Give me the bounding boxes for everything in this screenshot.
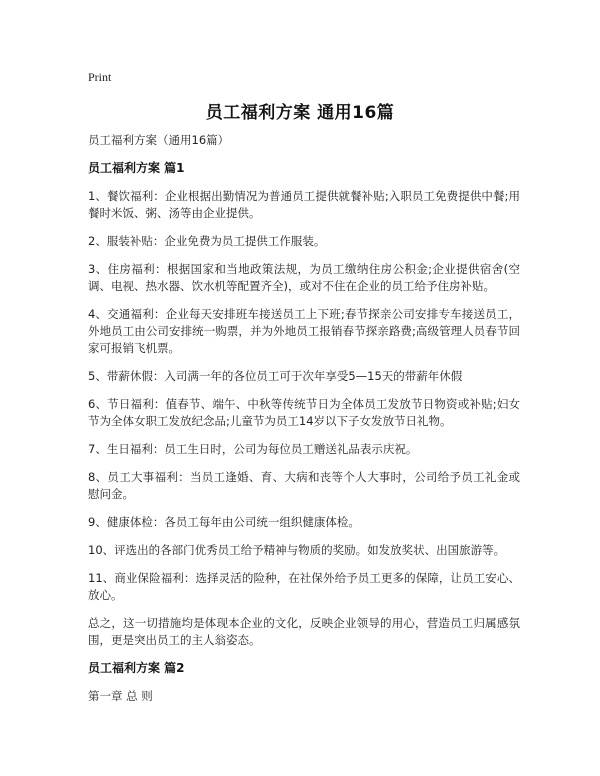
section-heading-2: 员工福利方案 篇2	[88, 661, 185, 675]
chapter-heading: 第一章 总 则	[88, 689, 153, 703]
paragraph-6: 6、节日福利：值春节、端午、中秋等传统节日为全体员工发放节日物资或补贴;妇女节为全体女职工发放纪念品;儿童节为员工14岁以下子女发放节日礼物。	[88, 397, 520, 428]
paragraph-3: 3、住房福利：根据国家和当地政策法规，为员工缴纳住房公积金;企业提供宿舍(空调、电视、热水器、饮水机等配置齐全)，或对不住在企业的员工给予住房补贴。	[88, 262, 520, 293]
paragraph-5: 5、带薪休假：入司满一年的各位员工可于次年享受5—15天的带薪年休假	[88, 369, 463, 383]
section-heading-1: 员工福利方案 篇1	[88, 161, 185, 175]
paragraph-8: 8、员工大事福利：当员工逢婚、育、大病和丧等个人大事时，公司给予员工礼金或慰问金。	[88, 470, 520, 501]
paragraph-7: 7、生日福利：员工生日时，公司为每位员工赠送礼品表示庆祝。	[88, 442, 418, 456]
document-body	[88, 132, 520, 716]
page-title: 员工福利方案 通用16篇	[205, 103, 395, 123]
paragraph-2: 2、服装补贴：企业免费为员工提供工作服装。	[88, 234, 326, 248]
paragraph-9: 9、健康体检：各员工每年由公司统一组织健康体检。	[88, 515, 360, 529]
paragraph-11: 11、商业保险福利：选择灵活的险种，在社保外给予员工更多的保障，让员工安心、放心。	[88, 571, 520, 602]
print-link[interactable]: Print	[88, 70, 112, 84]
document-subtitle: 员工福利方案（通用16篇）	[88, 133, 230, 147]
paragraph-1: 1、餐饮福利：企业根据出勤情况为普通员工提供就餐补贴;入职员工免费提供中餐;用餐时米饭、粥、汤等由企业提供。	[88, 189, 520, 220]
paragraph-4: 4、交通福利：企业每天安排班车接送员工上下班;春节探亲公司安排专车接送员工，外地员工由公司安排统一购票，并为外地员工报销春节探亲路费;高级管理人员春节回家可报销飞机票。	[88, 307, 520, 355]
paragraph-summary: 总之，这一切措施均是体现本企业的文化，反映企业领导的用心，营造员工归属感氛围，更是突出员工的主人翁姿态。	[88, 616, 520, 647]
paragraph-10: 10、评选出的各部门优秀员工给予精神与物质的奖励。如发放奖状、出国旅游等。	[88, 543, 506, 557]
